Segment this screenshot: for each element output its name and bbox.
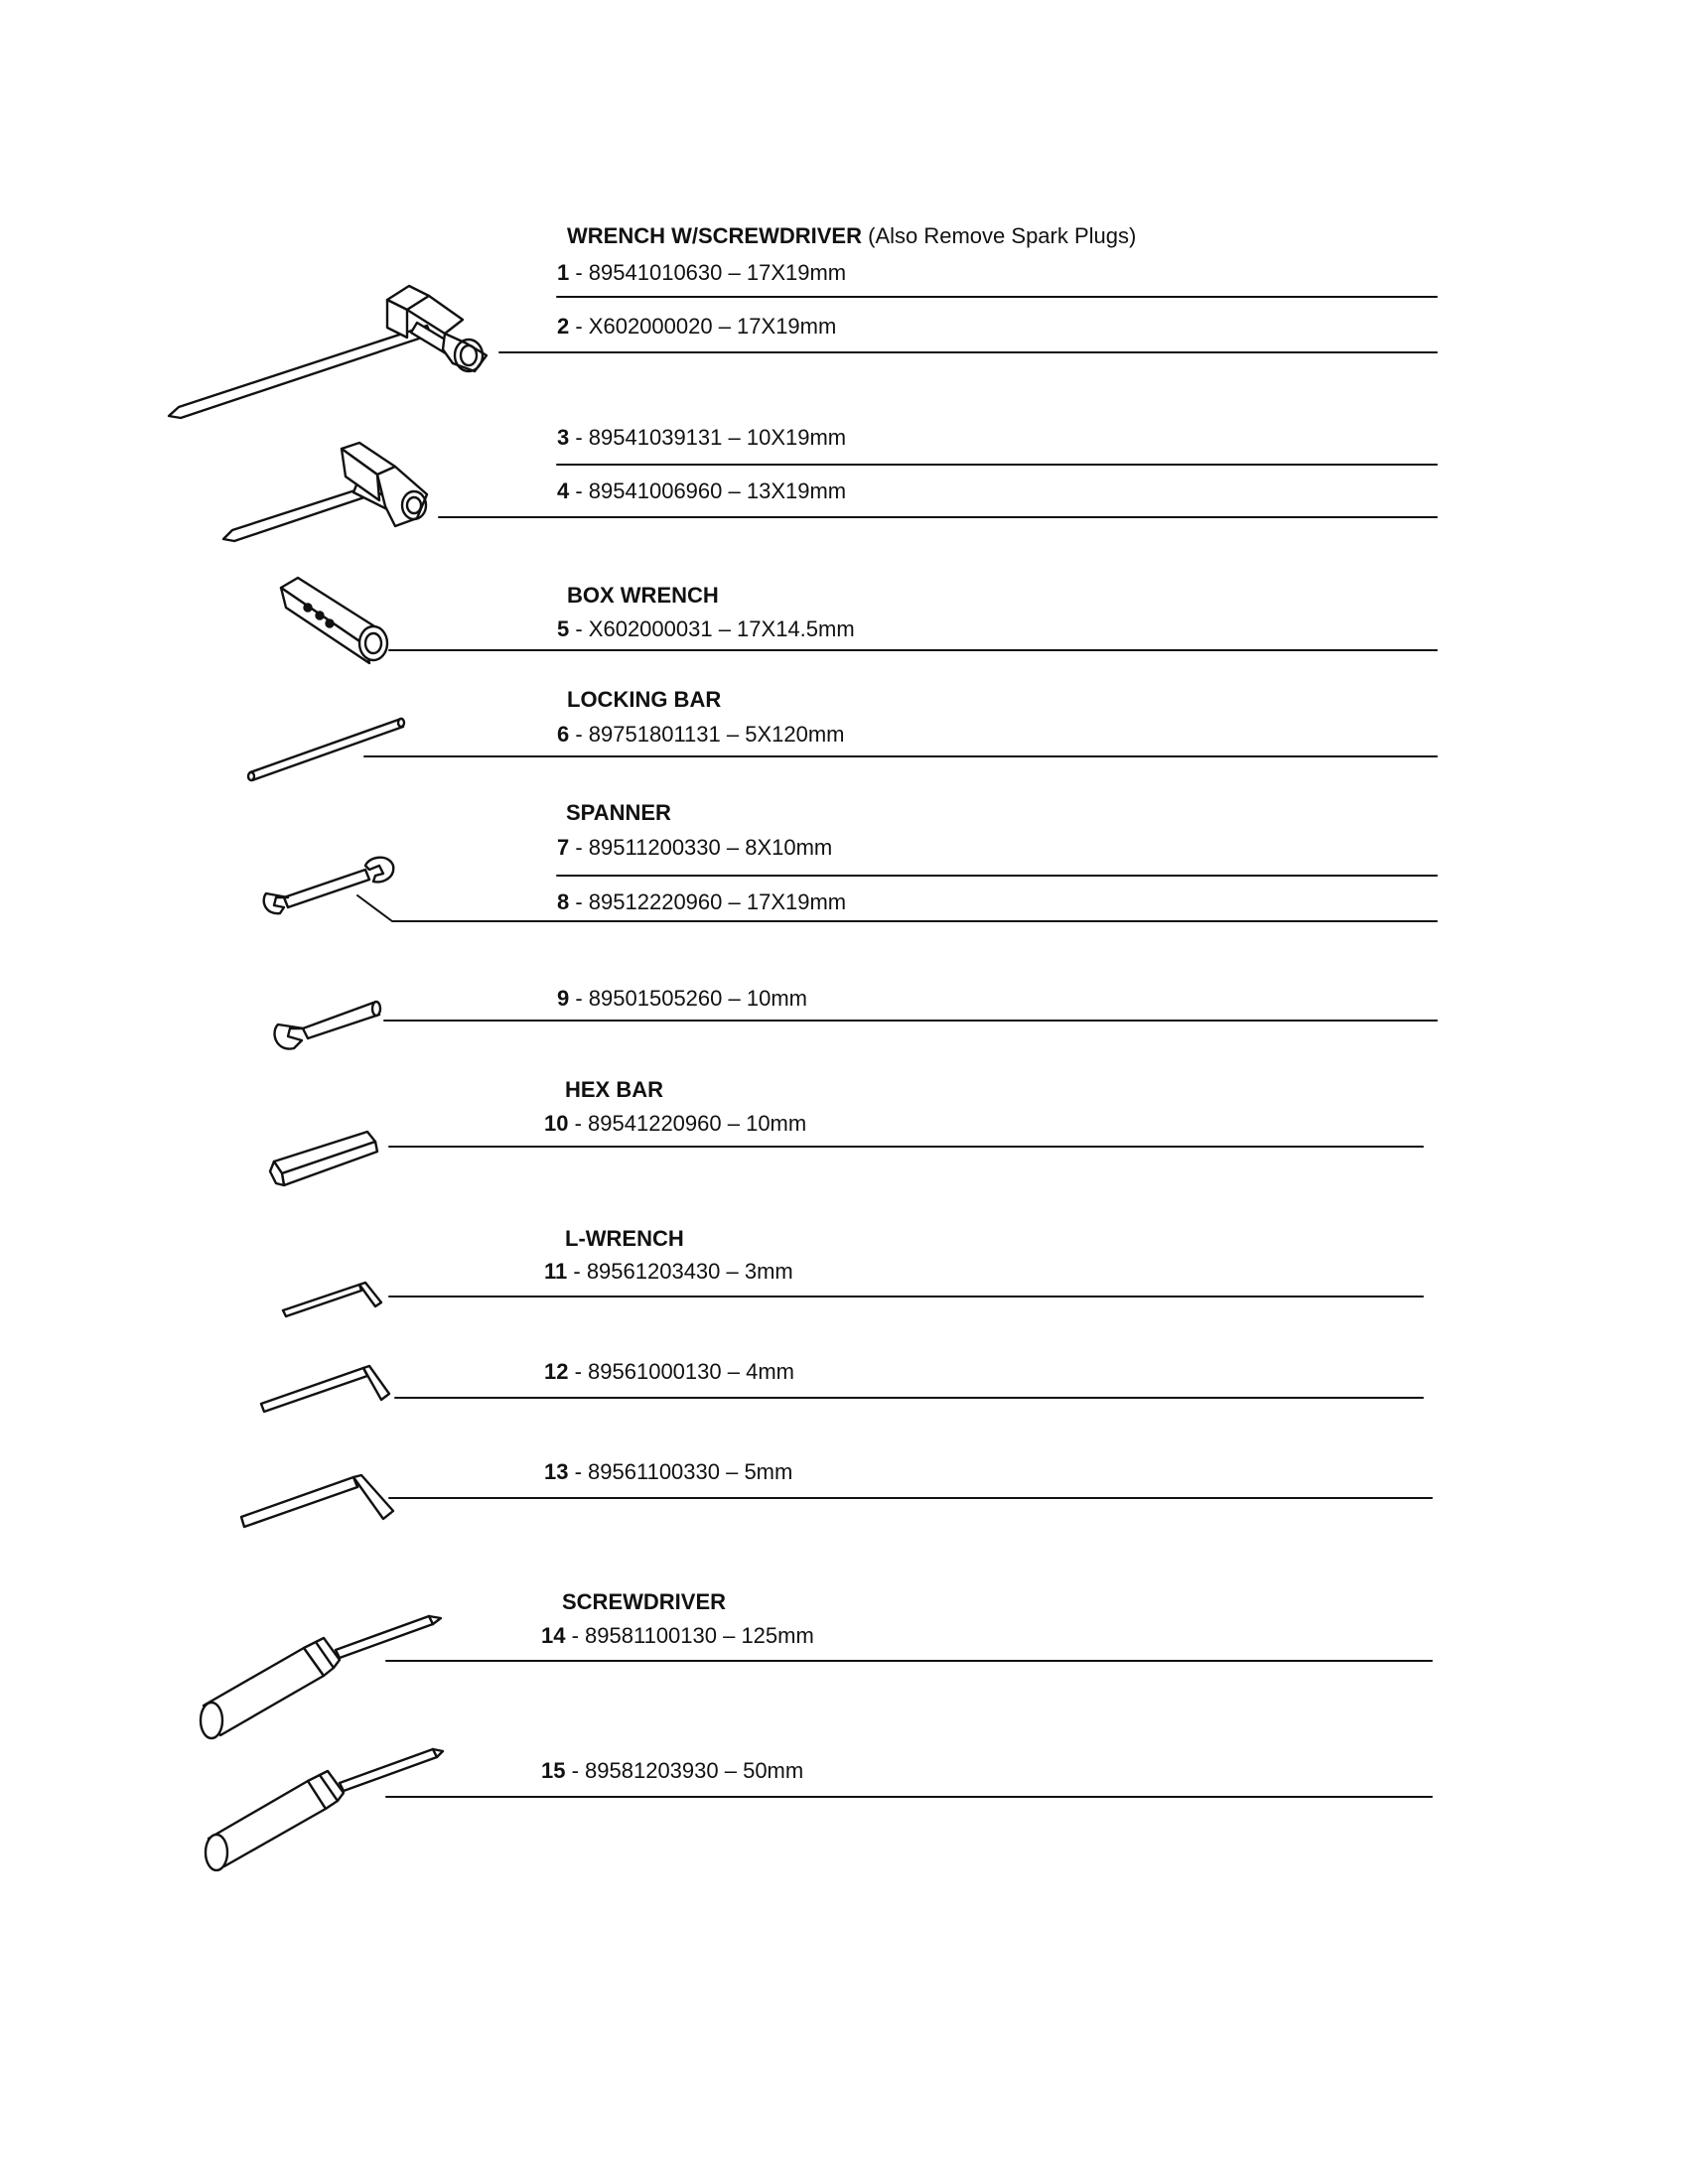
screwdriver-50mm-icon	[206, 1749, 443, 1870]
l-wrench-4mm-icon	[261, 1366, 389, 1412]
part-number: 8	[557, 889, 570, 914]
part-number: 13	[544, 1459, 569, 1484]
locking-bar-icon	[248, 719, 404, 780]
part-text: - 89541039131 – 10X19mm	[569, 425, 847, 450]
part-text: - 89561203430 – 3mm	[567, 1259, 793, 1284]
part-text: - 89541006960 – 13X19mm	[569, 478, 847, 503]
part-text: - 89541010630 – 17X19mm	[569, 260, 847, 285]
part-number: 7	[557, 835, 570, 860]
part-number: 6	[557, 722, 570, 747]
heading-locking-bar: LOCKING BAR	[567, 687, 722, 712]
leader-line-8	[357, 895, 1437, 921]
heading-note: (Also Remove Spark Plugs)	[868, 223, 1137, 248]
leader-lines	[357, 297, 1437, 1797]
part-text: - 89751801131 – 5X120mm	[569, 722, 845, 747]
part-text: - 89511200330 – 8X10mm	[569, 835, 833, 860]
part-number: 15	[541, 1758, 566, 1783]
part-text: - X602000020 – 17X19mm	[569, 314, 837, 339]
part-number: 4	[557, 478, 570, 503]
heading-l-wrench: L-WRENCH	[565, 1226, 684, 1251]
part-number: 2	[557, 314, 570, 339]
heading-hex-bar: HEX BAR	[565, 1077, 664, 1102]
part-number: 3	[557, 425, 570, 450]
part-number: 1	[557, 260, 570, 285]
part-number: 12	[544, 1359, 569, 1384]
part-text: - 89581100130 – 125mm	[565, 1623, 814, 1648]
part-text: - 89541220960 – 10mm	[568, 1111, 807, 1136]
t-wrench-small-icon	[223, 443, 427, 541]
spanner-icon	[264, 858, 394, 913]
part-text: - 89581203930 – 50mm	[565, 1758, 804, 1783]
heading-text: WRENCH W/SCREWDRIVER	[567, 223, 862, 248]
part-number: 11	[544, 1259, 568, 1284]
part-number: 5	[557, 616, 570, 641]
part-number: 9	[557, 986, 570, 1011]
heading-spanner: SPANNER	[566, 800, 671, 825]
part-number: 14	[541, 1623, 566, 1648]
part-text: - 89512220960 – 17X19mm	[569, 889, 847, 914]
part-number: 10	[544, 1111, 569, 1136]
part-text: - 89501505260 – 10mm	[569, 986, 807, 1011]
heading-screwdriver: SCREWDRIVER	[562, 1589, 727, 1614]
hex-bar-icon	[270, 1132, 377, 1185]
box-wrench-icon	[281, 578, 387, 663]
heading-box-wrench: BOX WRENCH	[567, 583, 719, 608]
t-wrench-screwdriver-icon	[169, 286, 487, 418]
part-text: - X602000031 – 17X14.5mm	[569, 616, 855, 641]
open-end-wrench-icon	[275, 1002, 380, 1049]
part-text: - 89561000130 – 4mm	[568, 1359, 794, 1384]
l-wrench-5mm-icon	[241, 1475, 393, 1527]
part-text: - 89561100330 – 5mm	[568, 1459, 793, 1484]
l-wrench-3mm-icon	[283, 1283, 381, 1316]
screwdriver-125mm-icon	[201, 1616, 441, 1738]
